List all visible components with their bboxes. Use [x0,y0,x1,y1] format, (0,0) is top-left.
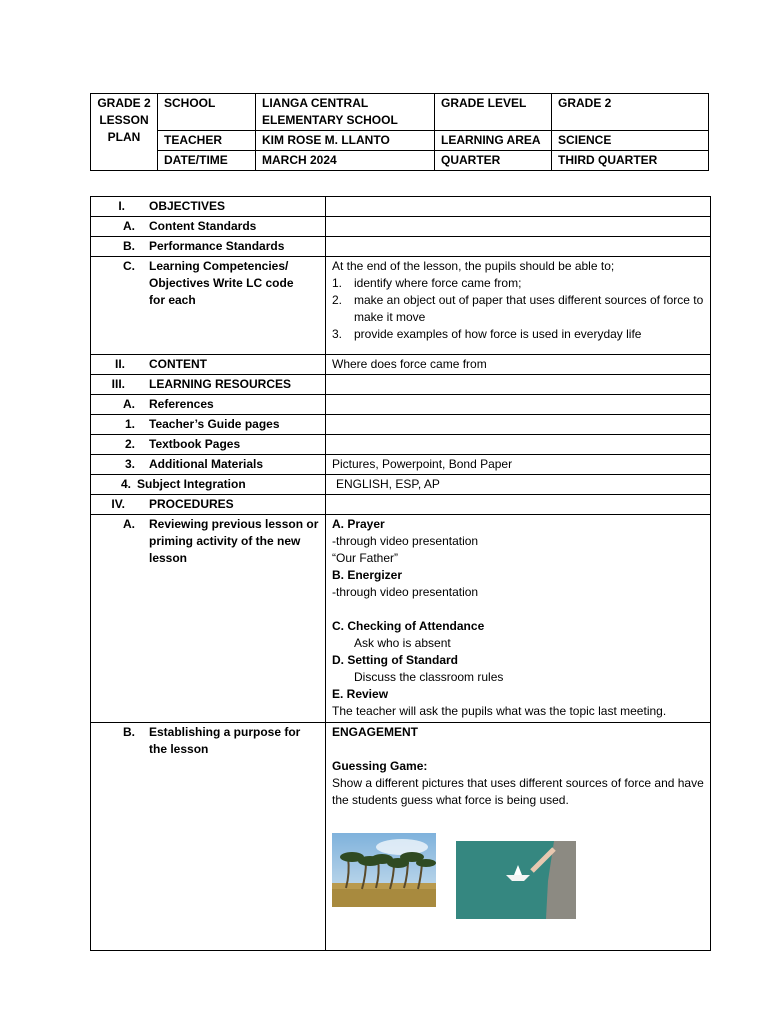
standard-line: Discuss the classroom rules [354,670,504,684]
table-row [91,455,711,475]
table-row [91,375,711,395]
quarter-label: QUARTER [435,151,552,171]
table-row [91,217,711,237]
list-item: 3. provide examples of how force is used in everyday life [332,327,642,341]
lesson-plan-table [90,196,711,951]
school-value: LIANGA CENTRAL ELEMENTARY SCHOOL [256,94,435,131]
plan-title: GRADE 2 LESSON PLAN [91,94,158,171]
row-number: A. [123,397,135,411]
table-row [91,515,711,723]
row-number: A. [123,517,135,531]
row-number: 2. [124,437,135,451]
lesson-header-table [90,93,709,171]
row-number: 3. [124,457,135,471]
row-label-references: References [149,397,214,411]
row-label-resources: LEARNING RESOURCES [149,377,292,391]
table-row [91,415,711,435]
row-label-subject-integration: Subject Integration [137,477,246,491]
engagement-title: ENGAGEMENT [332,725,419,739]
row-number: 1. [124,417,135,431]
row-label-reviewing: Reviewing previous lesson or priming activity of the new lesson [149,517,319,565]
date-value: MARCH 2024 [256,151,435,171]
list-item: 1. identify where force came from; [332,276,522,290]
standard-title: D. Setting of Standard [332,653,458,667]
row-number: B. [123,239,135,253]
row-label-purpose: Establishing a purpose for the lesson [149,725,301,756]
row-label-objectives: OBJECTIVES [149,199,226,213]
table-row [91,435,711,455]
table-row [91,257,711,355]
prayer-line: “Our Father” [332,551,399,565]
row-label-content-standards: Content Standards [149,219,257,233]
list-item: 2. make an object out of paper that uses different sources of force to make it move [332,293,704,324]
row-label-content: CONTENT [149,357,207,371]
teacher-value: KIM ROSE M. LLANTO [256,131,435,151]
table-row [91,237,711,257]
row-number: C. [123,259,135,273]
table-row [91,395,711,415]
engagement-pictures [332,833,704,929]
row-label-competencies: Learning Competencies/ Objectives Write LC code for each [149,259,294,307]
paper-boat-water-photo [456,841,576,919]
row-label-textbook: Textbook Pages [149,437,241,451]
palm-trees-wind-photo [332,833,436,907]
teacher-label: TEACHER [158,131,256,151]
subject-integration-value: ENGLISH, ESP, AP [326,475,711,495]
table-row [91,197,711,217]
review-title: E. Review [332,687,389,701]
grade-level-label: GRADE LEVEL [435,94,552,131]
date-label: DATE/TIME [158,151,256,171]
attendance-line: Ask who is absent [354,636,451,650]
additional-materials-value: Pictures, Powerpoint, Bond Paper [326,455,711,475]
row-number: 4. [120,477,131,491]
content-value: Where does force came from [326,355,711,375]
row-number: A. [123,219,135,233]
row-number: I. [118,199,125,213]
row-number: II. [114,357,125,371]
row-label-teachers-guide: Teacher’s Guide pages [149,417,280,431]
guessing-game-title: Guessing Game: [332,759,428,773]
prayer-line: -through video presentation [332,534,479,548]
table-row [91,495,711,515]
engagement-cell [326,723,711,951]
row-label-procedures: PROCEDURES [149,497,234,511]
table-row [91,475,711,495]
row-label-additional-materials: Additional Materials [149,457,264,471]
row-number: III. [111,377,125,391]
objectives-intro: At the end of the lesson, the pupils should be able to; [332,259,615,273]
attendance-title: C. Checking of Attendance [332,619,485,633]
prayer-title: A. Prayer [332,517,385,531]
table-row [91,723,711,951]
energizer-line: -through video presentation [332,585,479,599]
row-number: B. [123,725,135,739]
guessing-game-text: Show a different pictures that uses different sources of force and have the students guess what force is being used. [332,776,704,807]
objectives-cell [326,257,711,355]
objectives-list [332,275,704,343]
review-line: The teacher will ask the pupils what was the topic last meeting. [332,704,667,718]
table-row [91,355,711,375]
row-number: IV. [111,497,125,511]
quarter-value: THIRD QUARTER [552,151,709,171]
row-label-performance-standards: Performance Standards [149,239,285,253]
grade-level-value: GRADE 2 [552,94,709,131]
energizer-title: B. Energizer [332,568,403,582]
learning-area-value: SCIENCE [552,131,709,151]
school-label: SCHOOL [158,94,256,131]
review-cell [326,515,711,723]
learning-area-label: LEARNING AREA [435,131,552,151]
